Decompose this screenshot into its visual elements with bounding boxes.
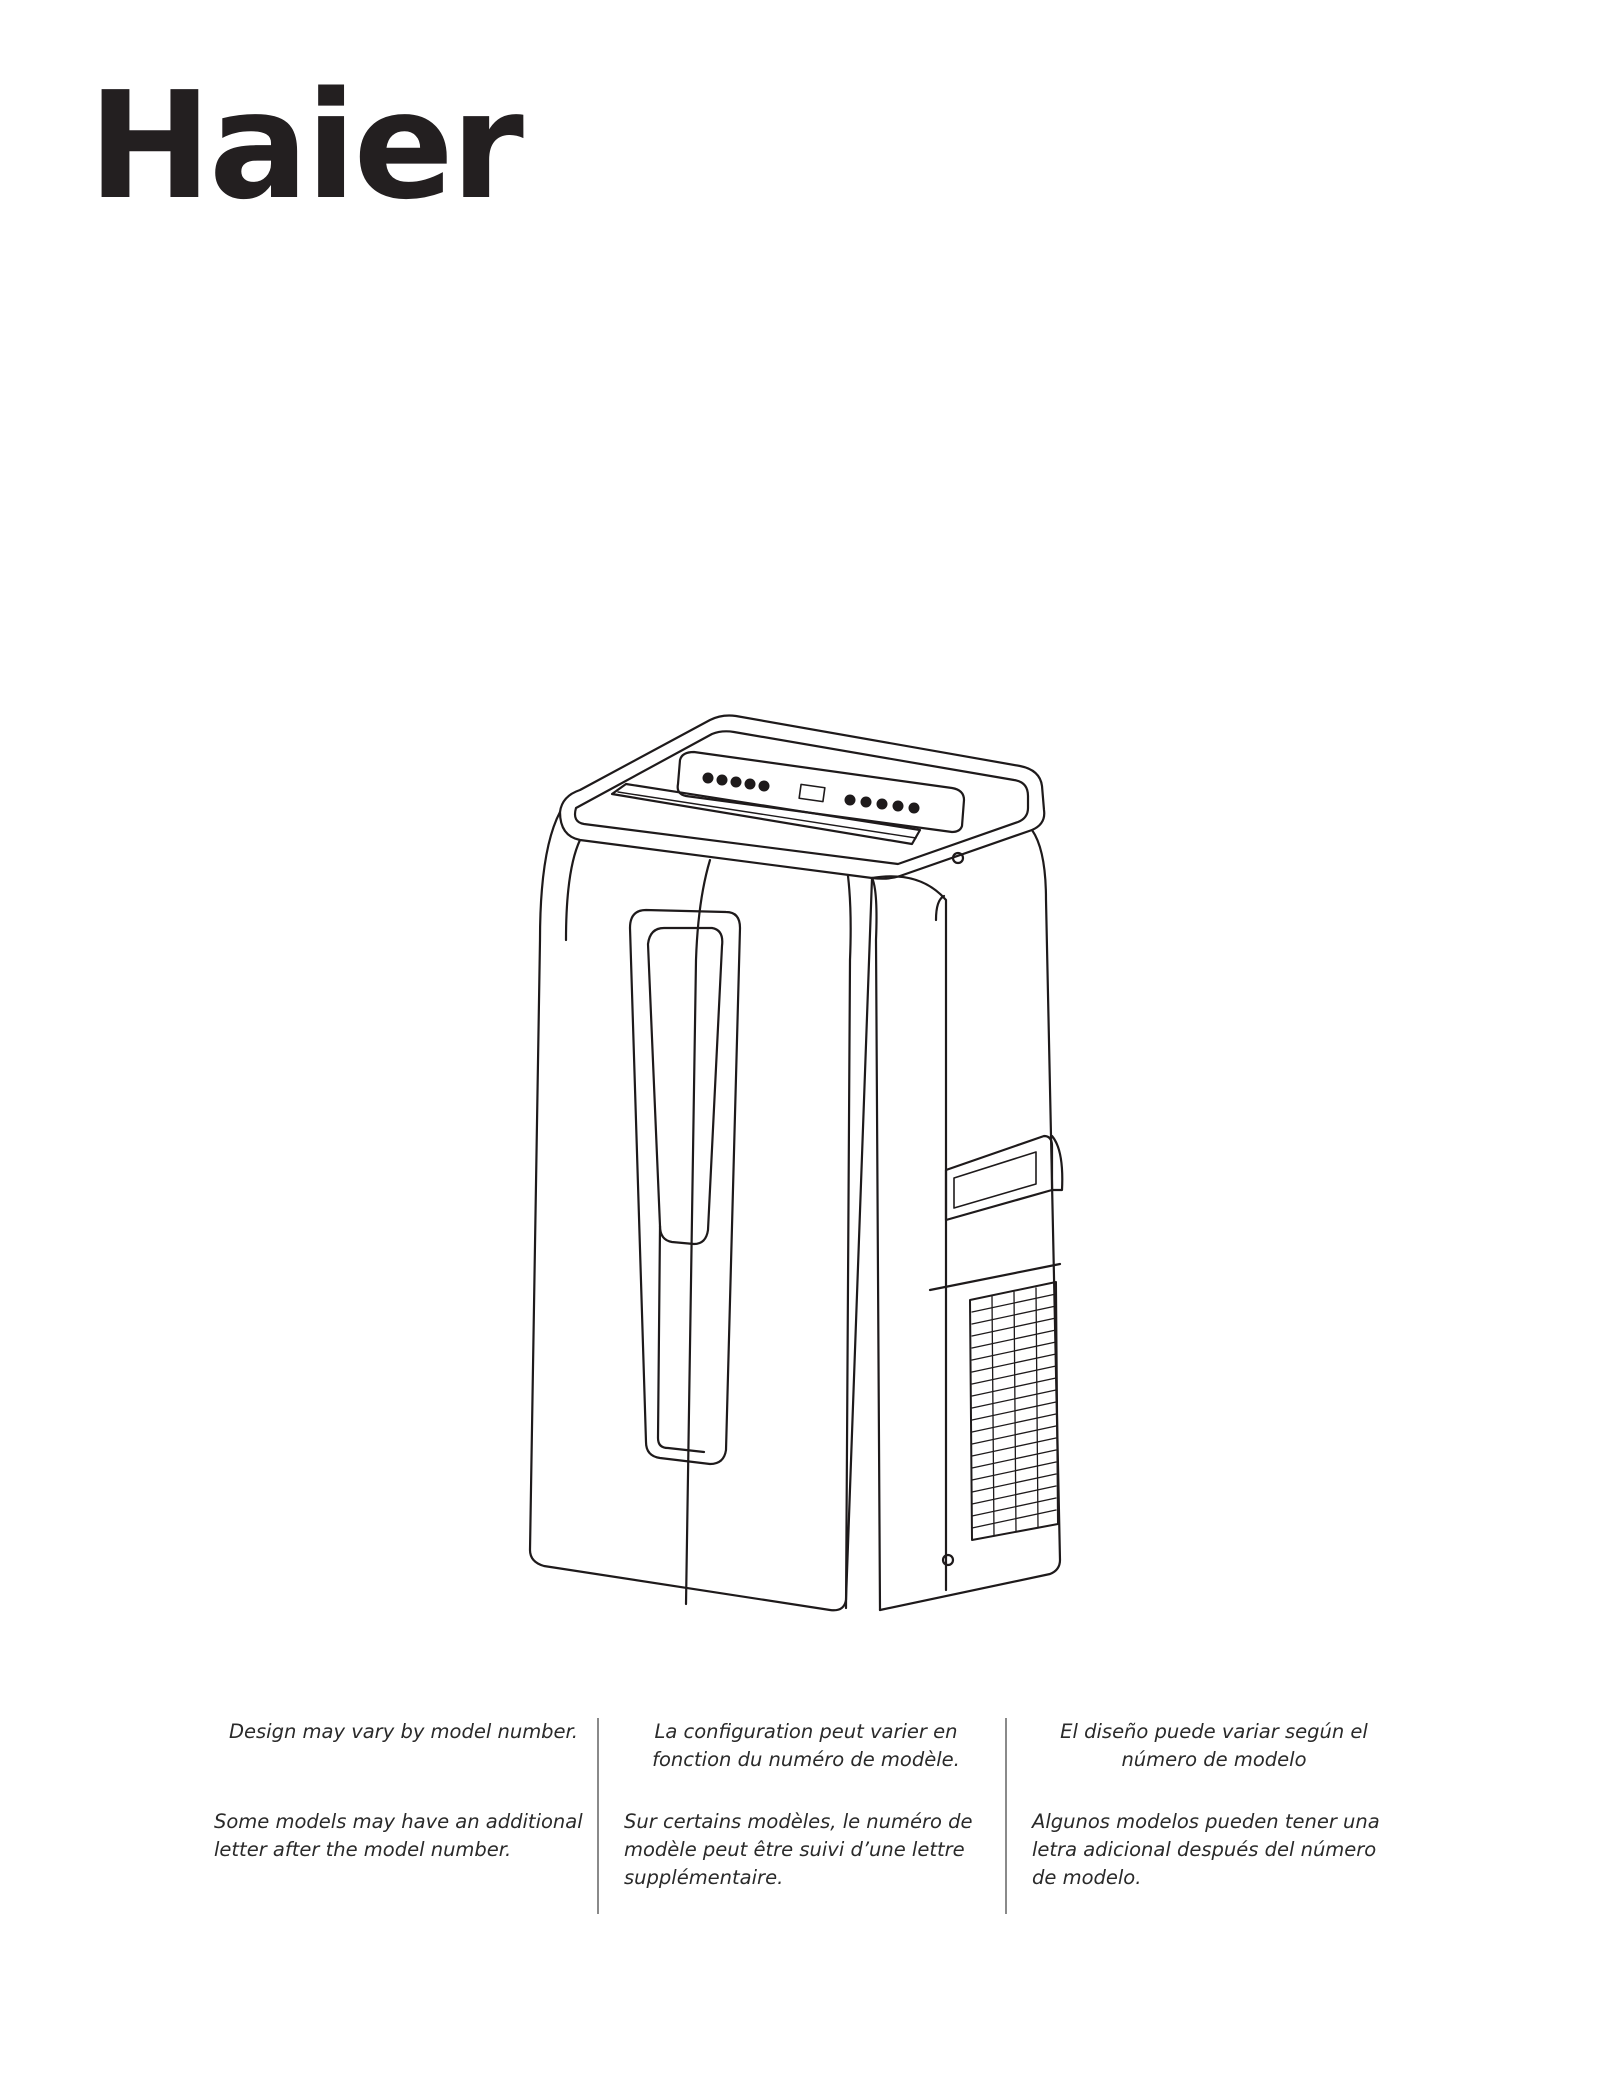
design-note-spanish: El diseño puede variar según el número de modelo — [1060, 1720, 1368, 1771]
design-note-french: La configuration peut varier en fonction du numéro de modèle. — [652, 1720, 960, 1771]
brand-logo: Haier — [88, 60, 521, 232]
air-conditioner-illustration — [500, 700, 1100, 1620]
model-note-french: Sur certains modèles, le numéro de modèle peut être suivi d’une lettre supplémentaire. — [624, 1810, 973, 1889]
model-notes — [200, 1718, 1420, 1918]
design-note-english: Design may vary by model number. — [228, 1720, 578, 1743]
unit-top-inner — [575, 731, 1028, 864]
model-note-english: Some models may have an additional letter after the model number. — [214, 1810, 583, 1861]
handle-recess — [630, 910, 740, 1464]
side-grille — [970, 1282, 1058, 1540]
model-note-spanish: Algunos modelos pueden tener una letra adicional después del número de modelo. — [1032, 1810, 1380, 1889]
control-display — [799, 784, 825, 801]
column-divider — [1005, 1718, 1007, 1914]
unit-side — [880, 830, 1060, 1610]
column-divider — [597, 1718, 599, 1914]
air-outlet — [612, 784, 920, 844]
unit-front — [530, 812, 872, 1610]
